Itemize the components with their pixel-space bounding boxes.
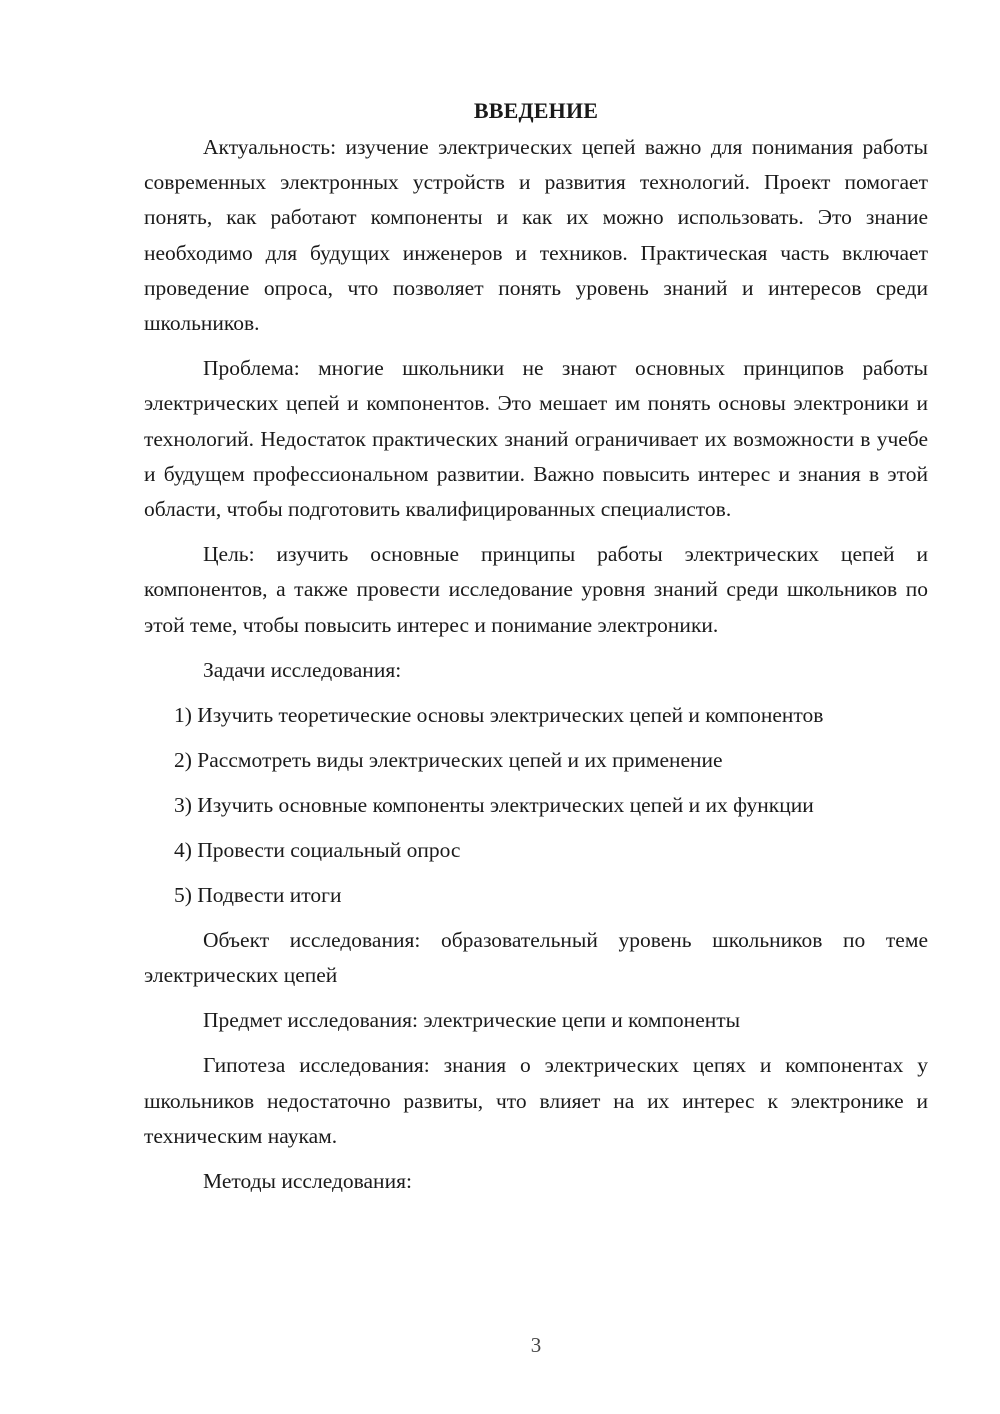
tasks-list [144,698,928,913]
list-item: 2) Рассмотреть виды электрических цепей и их применение [174,747,723,772]
list-item: 4) Провести социальный опрос [174,837,461,862]
subject-paragraph: Предмет исследования: электрические цепи и компоненты [203,1008,741,1033]
goal-paragraph: Цель: изучить основные принципы работы электрических цепей и компонентов, а также провести исследование уровня знаний среди школьников по этой теме, чтобы повысить интерес и понимание электроники. [144,542,928,637]
object-paragraph: Объект исследования: образовательный уровень школьников по теме электрических цепей [144,927,928,988]
hypothesis-paragraph: Гипотеза исследования: знания о электрических цепях и компонентах у школьников недостаточно развиты, что влияет на их интерес к электронике и техническим наукам. [144,1053,928,1148]
document-page [144,96,928,1209]
problem-paragraph: Проблема: многие школьники не знают основных принципов работы электрических цепей и компонентов. Это мешает им понять основы электроники и технологий. Недостаток практических знаний ограничивает их возможности в учебе и будущем профессиональном развитии. Важно повысить интерес и знания в этой области, чтобы подготовить квалифицированных специалистов. [144,356,928,522]
list-item: 5) Подвести итоги [174,882,342,907]
methods-label: Методы исследования: [203,1169,412,1194]
list-item: 3) Изучить основные компоненты электрических цепей и их функции [174,792,814,817]
page-title: ВВЕДЕНИЕ [473,98,599,123]
page-number: 3 [530,1333,542,1357]
relevance-paragraph: Актуальность: изучение электрических цепей важно для понимания работы современных электронных устройств и развития технологий. Проект помогает понять, как работают компоненты и как их можно использовать. Это знание необходимо для будущих инженеров и техников. Практическая часть включает проведение опроса, что позволяет понять уровень знаний и интересов среди школьников. [144,135,928,336]
tasks-label: Задачи исследования: [203,657,402,682]
list-item: 1) Изучить теоретические основы электрических цепей и компонентов [174,702,824,727]
